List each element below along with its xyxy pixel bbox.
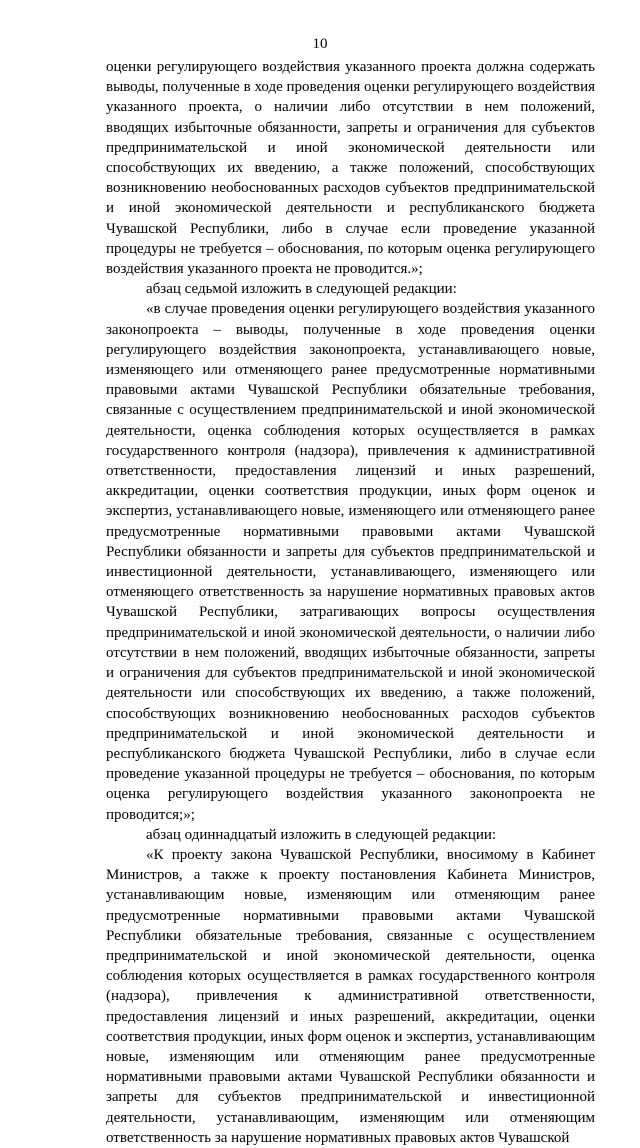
paragraph-continuation: оценки регулирующего воздействия указанного проекта должна содержать выводы, полученные в ходе проведения оценки регулирующего воздействия указанного проекта, о наличии либо отсутствии в нем положений, вводящих избыточные обязанности, запреты и ограничения для субъектов предпринимательской и иной экономической деятельности или способствующих их введению, а также положений, способствующих возникновению необоснованных расходов субъектов предпринимательской и иной экономической деятельности и республиканского бюджета Чувашской Республики, либо в случае если проведение указанной процедуры не требуется – обоснования, по которым оценка регулирующего воздействия указанного проекта не проводится.»; [106, 59, 595, 278]
paragraph-quote-11: «К проекту закона Чувашской Республики, вносимому в Кабинет Министров, а также к проекту постановления Кабинета Министров, устанавливающим новые, изменяющим или отменяющим ранее предусмотренные нормативными правовыми актами Чувашской Республики обязательные требования, связанные с осуществлением предпринимательской и иной экономической деятельности, оценка соблюдения которых осуществляется в рамках государственного контроля (надзора), привлечения к административной ответственности, предоставления лицензий и иных разрешений, аккредитации, оценки соответствия продукции, иных форм оценок и экспертиз, устанавливающим новые, изменяющим или отменяющим ранее предусмотренные нормативными правовыми актами Чувашской Республики обязанности и запреты для субъектов предпринимательской и инвестиционной деятельности, устанавливающим, изменяющим или отменяющим ответственность за нарушение нормативных правовых актов Чувашской [106, 846, 595, 1146]
document-body [106, 57, 595, 1148]
paragraph-instruction-11: абзац одиннадцатый изложить в следующей редакции: [146, 826, 497, 843]
paragraph-quote-7: «в случае проведения оценки регулирующего воздействия указанного законопроекта – выводы, полученные в ходе проведения оценки регулирующего воздействия законопроекта, устанавливающего новые, изменяющего или отменяющего ранее предусмотренные нормативными правовыми актами Чувашской Республики обязательные требования, связанные с осуществлением предпринимательской и иной экономической деятельности, оценка соблюдения которых осуществляется в рамках государственного контроля (надзора), привлечения к административной ответственности, предоставления лицензий и иных разрешений, аккредитации, оценки соответствия продукции, иных форм оценок и экспертиз, устанавливающего новые, изменяющего или отменяющего ранее предусмотренные нормативными правовыми актами Чувашской Республики обязанности и запреты для субъектов предпринимательской и инвестиционной деятельности, устанавливающего, изменяющего или отменяющего ответственность за нарушение нормативных правовых актов Чувашской Республики, затрагивающих вопросы осуществления предпринимательской и иной экономической деятельности, о наличии либо отсутствии в нем положений, вводящих избыточные обязанности, запреты и ограничения для субъектов предпринимательской и иной экономической деятельности или способствующих их введению, а также положений, способствующих возникновению необоснованных расходов субъектов предпринимательской и иной экономической деятельности и республиканского бюджета Чувашской Республики, либо в случае если проведение указанной процедуры не требуется – обоснования, по которым оценка регулирующего воздействия указанного законопроекта не проводится;»; [106, 301, 595, 823]
page-number: 10 [312, 36, 328, 52]
paragraph-instruction-7: абзац седьмой изложить в следующей редакции: [146, 281, 457, 298]
